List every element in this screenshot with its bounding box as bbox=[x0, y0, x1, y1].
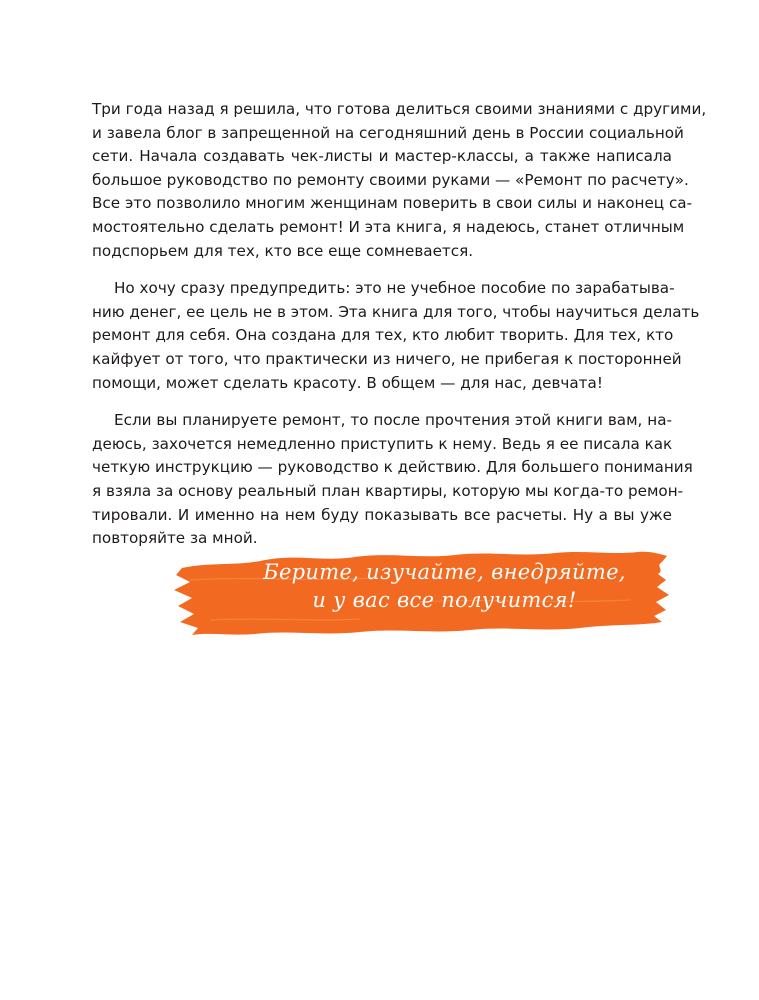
text-line: сети. Начала создавать чек-листы и мастер-классы, а также написала bbox=[92, 147, 672, 166]
text-line: ремонт для себя. Она создана для тех, кто любит творить. Для тех, кто bbox=[92, 326, 674, 345]
paragraph-3 bbox=[92, 409, 693, 551]
text-line: подспорьем для тех, кто все еще сомневается. bbox=[92, 241, 474, 260]
text-line: большое руководство по ремонту своими руками — «Ремонт по расчету». bbox=[92, 170, 689, 189]
text-line: четкую инструкцию — руководство к действию. Для большего понимания bbox=[92, 458, 693, 477]
text-line: и завела блог в запрещенной на сегодняшний день в России социальной bbox=[92, 123, 684, 142]
text-line: Все это позволило многим женщинам поверить в свои силы и наконец са- bbox=[92, 194, 693, 213]
text-line: Три года назад я решила, что готова делиться своими знаниями с другими, bbox=[92, 100, 707, 118]
text-line: деюсь, захочется немедленно приступить к нему. Ведь я ее писала как bbox=[92, 434, 673, 453]
text-line: Но хочу сразу предупредить: это не учебное пособие по зарабатыва- bbox=[114, 279, 675, 298]
motto-banner bbox=[170, 540, 675, 640]
text-line: тировали. И именно на нем буду показывать все расчеты. Ну а вы уже bbox=[92, 505, 672, 524]
body-text bbox=[92, 98, 707, 565]
text-line: я взяла за основу реальный план квартиры, которую мы когда-то ремон- bbox=[92, 481, 684, 500]
paragraph-2 bbox=[92, 277, 700, 395]
text-line: мостоятельно сделать ремонт! И эта книга, я надеюсь, станет отличным bbox=[92, 217, 685, 236]
text-line: Если вы планируете ремонт, то после прочтения этой книги вам, на- bbox=[114, 411, 672, 430]
text-line: нию денег, ее цель не в этом. Эта книга для того, чтобы научиться делать bbox=[92, 302, 700, 321]
text-line: повторяйте за мной. bbox=[92, 529, 258, 548]
banner-line-2: и у вас все получится! bbox=[312, 588, 577, 612]
paragraph-1 bbox=[92, 98, 707, 263]
text-line: помощи, может сделать красоту. В общем — для нас, девчата! bbox=[92, 373, 603, 392]
banner-line-1: Берите, изучайте, внедряйте, bbox=[263, 560, 626, 584]
text-line: кайфует от того, что практически из ничего, не прибегая к посторонней bbox=[92, 349, 682, 368]
